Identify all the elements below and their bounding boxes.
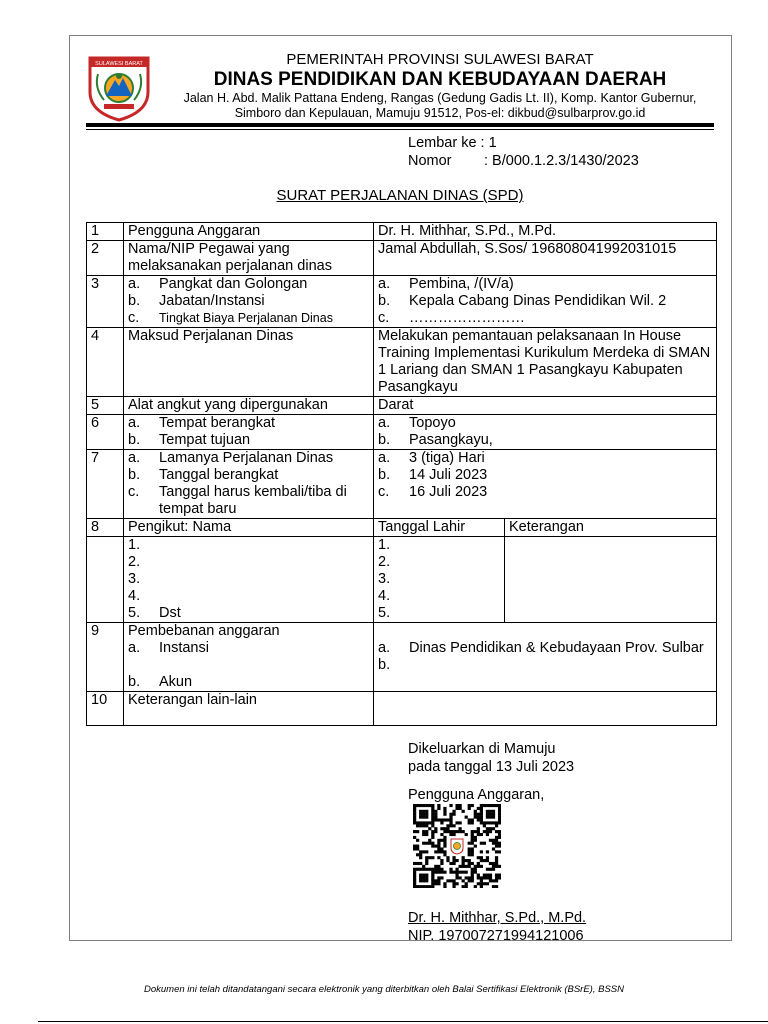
row-value [374, 415, 717, 450]
row-label [124, 450, 374, 519]
row-label [124, 623, 374, 692]
letter-number-value: : B/000.1.2.3/1430/2023 [484, 153, 639, 169]
qr-code-icon [413, 804, 501, 888]
row-number: 7 [87, 450, 124, 519]
province-logo-icon [84, 52, 154, 122]
signer-name: Dr. H. Mithhar, S.Pd., M.Pd. [408, 910, 587, 926]
row-number: 1 [87, 223, 124, 241]
footer-note: Dokumen ini telah ditandatangani secara elektronik yang diterbitkan oleh Balai Sertifikasi Elektronik (BSrE), BSSN [144, 984, 624, 995]
row-number: 9 [87, 623, 124, 692]
letterhead-rule-thin [86, 129, 714, 130]
list-item: 3. [378, 571, 391, 587]
sub-value: Pembina, /(IV/a) [409, 276, 514, 292]
row-label: Nama/NIP Pegawai yang melaksanakan perjalanan dinas [124, 241, 374, 276]
sub-label: Tingkat Biaya Perjalanan Dinas [159, 311, 333, 325]
sub-label: Jabatan/Instansi [159, 293, 265, 309]
sub-key: c. [128, 310, 140, 326]
letterhead-address-1: Jalan H. Abd. Malik Pattana Endeng, Rangas (Gedung Gadis Lt. II), Komp. Kantor Gubernur, [183, 91, 697, 105]
table-row [87, 241, 717, 276]
row-label [124, 276, 374, 328]
sub-key: b. [378, 657, 391, 673]
sub-key: c. [378, 310, 390, 326]
sub-key: c. [378, 484, 390, 500]
sub-value: 16 Juli 2023 [409, 484, 488, 500]
follower-birthdates [374, 537, 505, 623]
sub-key: a. [378, 450, 391, 466]
letterhead [160, 50, 720, 121]
sub-label: Tempat tujuan [159, 432, 251, 448]
row-number [87, 537, 124, 623]
sub-label: Tanggal harus kembali/tiba di tempat baru [159, 484, 347, 517]
sub-label: Tempat berangkat [159, 415, 276, 431]
row-label: Alat angkut yang dipergunakan [124, 397, 374, 415]
row-label: Pengguna Anggaran [124, 223, 374, 241]
sub-key: a. [128, 415, 141, 431]
issued-place: Dikeluarkan di Mamuju [408, 741, 556, 757]
sub-key: 5. [128, 605, 141, 621]
table-row [87, 450, 717, 519]
list-item: 3. [128, 571, 141, 587]
list-item: 2. [128, 554, 141, 570]
letterhead-government: PEMERINTAH PROVINSI SULAWESI BARAT [286, 51, 594, 68]
row-value [374, 276, 717, 328]
sub-value: 3 (tiga) Hari [409, 450, 485, 466]
row-value: Jamal Abdullah, S.Sos/ 196808041992031015 [374, 241, 717, 276]
letter-number-label: Nomor [408, 153, 452, 169]
sub-key: a. [128, 640, 141, 656]
sheet-number: Lembar ke : 1 [408, 135, 497, 151]
logo-text: SULAWESI BARAT [95, 61, 143, 67]
sub-key: b. [128, 432, 141, 448]
list-item: 2. [378, 554, 391, 570]
sub-value: Dinas Pendidikan & Kebudayaan Prov. Sulbar [409, 640, 704, 656]
list-item: 1. [378, 537, 391, 553]
sub-key: c. [128, 484, 140, 500]
sub-key: b. [128, 674, 141, 690]
row-number: 2 [87, 241, 124, 276]
row-label [124, 415, 374, 450]
sub-value: Topoyo [409, 415, 456, 431]
table-row [87, 328, 717, 397]
row-value [374, 692, 717, 726]
table-row [87, 519, 717, 537]
list-item: 5. [378, 605, 391, 621]
table-row [87, 276, 717, 328]
spd-table [86, 222, 717, 726]
follower-remarks [505, 537, 717, 623]
list-item: 4. [378, 588, 391, 604]
row-value: Darat [374, 397, 717, 415]
table-row [87, 415, 717, 450]
sub-key: a. [128, 450, 141, 466]
sub-label: Pangkat dan Golongan [159, 276, 308, 292]
issued-date: pada tanggal 13 Juli 2023 [408, 759, 575, 775]
sub-value: …………………… [409, 310, 525, 326]
reference-block [408, 134, 639, 170]
sub-value: Pasangkayu, [409, 432, 493, 448]
row-label: Maksud Perjalanan Dinas [124, 328, 374, 397]
sub-key: b. [378, 467, 391, 483]
row-number: 10 [87, 692, 124, 726]
row-number: 8 [87, 519, 124, 537]
birthdate-header: Tanggal Lahir [374, 519, 505, 537]
sub-key: b. [128, 293, 141, 309]
table-row [87, 537, 717, 623]
signer-nip: NIP. 197007271994121006 [408, 928, 584, 944]
letterhead-rule-thick [86, 123, 714, 127]
row-value: Melakukan pemantauan pelaksanaan In House Training Implementasi Kurikulum Merdeka di SMAN 1 Lariang dan SMAN 1 Pasangkayu Kabupaten Pasangkayu [374, 328, 717, 397]
row-value [374, 623, 717, 692]
row-label: Keterangan lain-lain [124, 692, 374, 726]
sub-label: Lamanya Perjalanan Dinas [159, 450, 334, 466]
signer-role: Pengguna Anggaran, [408, 787, 545, 803]
row-number: 4 [87, 328, 124, 397]
sub-key: b. [378, 432, 391, 448]
letterhead-office: DINAS PENDIDIKAN DAN KEBUDAYAAN DAERAH [213, 69, 667, 90]
follower-names [124, 537, 374, 623]
sub-key: a. [378, 640, 391, 656]
list-item: 4. [128, 588, 141, 604]
sub-label: Dst [159, 605, 181, 621]
sub-key: b. [128, 467, 141, 483]
row-number: 6 [87, 415, 124, 450]
table-row [87, 223, 717, 241]
sub-key: b. [378, 293, 391, 309]
sub-value: Kepala Cabang Dinas Pendidikan Wil. 2 [409, 293, 667, 309]
table-row [87, 692, 717, 726]
sub-key: a. [128, 276, 141, 292]
row-label: Pengikut: Nama [124, 519, 374, 537]
remarks-header: Keterangan [505, 519, 717, 537]
sub-key: a. [378, 415, 391, 431]
sub-label: Instansi [159, 640, 209, 656]
table-row [87, 397, 717, 415]
footer-rule [38, 1021, 768, 1022]
sub-key: a. [378, 276, 391, 292]
row-value: Dr. H. Mithhar, S.Pd., M.Pd. [374, 223, 717, 241]
row-number: 3 [87, 276, 124, 328]
sub-value: 14 Juli 2023 [409, 467, 488, 483]
letterhead-address-2: Simboro dan Kepulauan, Mamuju 91512, Pos-el: dikbud@sulbarprov.go.id [234, 106, 646, 120]
sub-label: Akun [159, 674, 193, 690]
sub-label: Tanggal berangkat [159, 467, 279, 483]
sub-label: Pembebanan anggaran [128, 623, 280, 639]
document-title: SURAT PERJALANAN DINAS (SPD) [276, 187, 524, 204]
row-number: 5 [87, 397, 124, 415]
table-row [87, 623, 717, 692]
letter-number [408, 152, 639, 170]
list-item: 1. [128, 537, 141, 553]
row-value [374, 450, 717, 519]
